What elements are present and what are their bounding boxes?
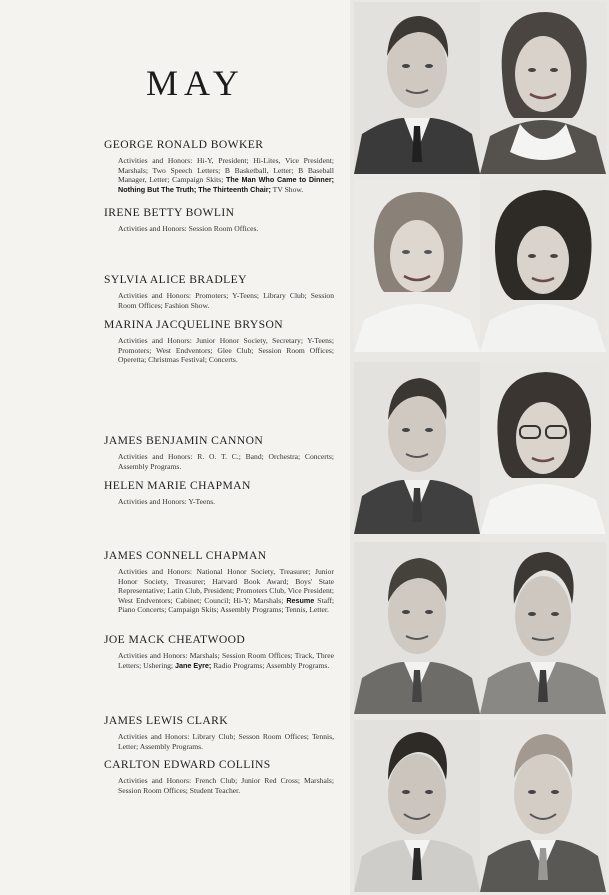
student-activities: Activities and Honors: Hi-Y, President; Hi-Lites, Vice President; Marshals; Two Speech Letters; B Basketball, Letter; B Baseball Manager, Letter; Campaign Skits; The Man Who Came to Dinner; Nothing But The Truth; The Thirteenth Chair; TV Show. (118, 156, 335, 194)
portrait-photo-collins (480, 720, 606, 892)
student-name: JAMES CONNELL CHAPMAN (104, 549, 267, 562)
play-title: Jane Eyre; (174, 660, 212, 670)
entry-bradley (104, 273, 334, 310)
student-activities: Activities and Honors: National Honor Society, Treasurer; Junior Honor Society, Treasurer; Harvard Book Award; Boys' State Representative; Latin Club, President; Promoters Club, Vice President; West Endventors; Cabinet; Council; Hi-Y; Marshals; Resume Staff; Piano Concerts; Campaign Skits; Assembly Programs; Tennis, Letter. (118, 567, 334, 615)
student-activities: Activities and Honors: French Club; Junior Red Cross; Marshals; Session Room Offices; Student Teacher. (118, 776, 334, 795)
portrait-photo-bryson (480, 180, 606, 352)
entry-bowker (104, 138, 334, 194)
portrait-photo-h-chapman (480, 362, 606, 534)
student-activities: Activities and Honors: Marshals; Session Room Offices; Track, Three Letters; Ushering; Jane Eyre; Radio Programs; Assembly Programs. (118, 651, 334, 670)
student-name: CARLTON EDWARD COLLINS (104, 758, 271, 771)
entry-h-chapman (104, 479, 334, 507)
student-activities: Activities and Honors: Session Room Offices. (118, 224, 259, 233)
portrait-photo-j-chapman (354, 542, 480, 714)
entry-cannon (104, 434, 334, 471)
photo-column (350, 0, 609, 895)
student-activities: Activities and Honors: Promoters; Y-Teens; Library Club; Session Room Offices; Fashion Show. (118, 291, 334, 310)
student-name: GEORGE RONALD BOWKER (104, 138, 264, 151)
portrait-photo-cheatwood (480, 542, 606, 714)
student-name: JAMES LEWIS CLARK (104, 714, 229, 727)
entry-j-chapman (104, 549, 334, 615)
student-activities: Activities and Honors: Y-Teens. (118, 497, 216, 506)
student-name: JOE MACK CHEATWOOD (104, 633, 246, 646)
portrait-photo-clark (354, 720, 480, 892)
student-activities: Activities and Honors: Junior Honor Society, Secretary; Y-Teens; Promoters; West Endventors; Glee Club; Session Room Offices; Operetta; Christmas Festival; Concerts. (118, 336, 334, 365)
student-name: HELEN MARIE CHAPMAN (104, 479, 251, 492)
entry-clark (104, 714, 334, 751)
entry-collins (104, 758, 334, 795)
play-titles: The Man Who Came to Dinner; Nothing But The Truth; The Thirteenth Chair; (118, 175, 335, 194)
student-activities: Activities and Honors: R. O. T. C.; Band; Orchestra; Concerts; Assembly Programs. (118, 452, 334, 471)
portrait-photo-bowker (354, 2, 480, 174)
entry-cheatwood (104, 633, 334, 670)
portrait-photo-bradley (354, 180, 480, 352)
student-name: JAMES BENJAMIN CANNON (104, 434, 264, 447)
entry-bowlin (104, 206, 334, 234)
portrait-photo-bowlin (480, 2, 606, 174)
publication-title: Resume (286, 595, 315, 605)
student-activities: Activities and Honors: Library Club; Sesson Room Offices; Tennis, Letter; Assembly Programs. (118, 732, 334, 751)
student-name: IRENE BETTY BOWLIN (104, 206, 235, 219)
page-title: MAY (146, 63, 245, 103)
student-name: MARINA JACQUELINE BRYSON (104, 318, 284, 331)
student-name: SYLVIA ALICE BRADLEY (104, 273, 247, 286)
entry-bryson (104, 318, 334, 365)
portrait-photo-cannon (354, 362, 480, 534)
